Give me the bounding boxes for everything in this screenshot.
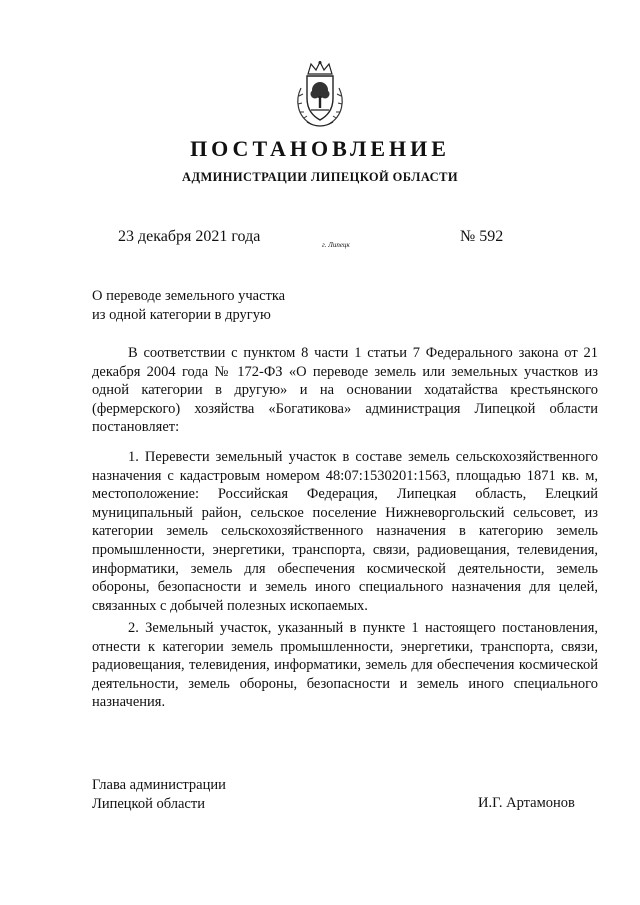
coat-of-arms-icon bbox=[293, 60, 347, 130]
signatory-name: И.Г. Артамонов bbox=[478, 795, 575, 811]
document-date: 23 декабря 2021 года bbox=[118, 228, 261, 245]
preamble-text: В соответствии с пунктом 8 части 1 статьи 7 Федерального закона от 21 декабря 2004 года № 172-ФЗ «О переводе земель или земельных участков из одной категории в другую» и на основании ходатайства крестьянского (фермерского) хозяйства «Богатикова» администрация Липецкой области постановляет: bbox=[92, 345, 598, 436]
document-subject bbox=[92, 287, 372, 325]
subject-line-2: из одной категории в другую bbox=[92, 307, 271, 323]
document-title: ПОСТАНОВЛЕНИЕ bbox=[190, 136, 450, 161]
item-2-text: 2. Земельный участок, указанный в пункте 1 настоящего постановления, отнести к категории земель промышленности, энергетики, транспорта, связи, радиовещания, телевидения, информатики, земель для обеспечения космической деятельности, земель обороны, безопасности и земель иного специального назначения. bbox=[92, 620, 598, 711]
item-1-paragraph bbox=[92, 448, 598, 615]
document-city: г. Липецк bbox=[322, 241, 350, 249]
document-issuer: АДМИНИСТРАЦИИ ЛИПЕЦКОЙ ОБЛАСТИ bbox=[182, 170, 458, 184]
signatory-position-line-2: Липецкой области bbox=[92, 796, 205, 812]
preamble-paragraph bbox=[92, 344, 598, 437]
subject-line-1: О переводе земельного участка bbox=[92, 288, 286, 304]
signatory-position bbox=[92, 776, 226, 814]
signatory-position-line-1: Глава администрации bbox=[92, 777, 226, 793]
item-1-text: 1. Перевести земельный участок в составе земель сельскохозяйственного назначения с кадастровым номером 48:07:1530201:1563, площадью 1871 кв. м, местоположение: Российская Федерация, Липецкая область, Елецкий муниципальный район, сельское поселение Нижневоргольский сельсовет, из категории земель сельскохозяйственного назначения в категорию земель промышленности, энергетики, транспорта, связи, радиовещания, телевидения, информатики, земель для обеспечения космической деятельности, земель обороны, безопасности и земель иного специального назначения для целей, связанных с добычей полезных ископаемых. bbox=[92, 449, 598, 614]
item-2-paragraph bbox=[92, 619, 598, 712]
document-number: № 592 bbox=[460, 228, 504, 245]
